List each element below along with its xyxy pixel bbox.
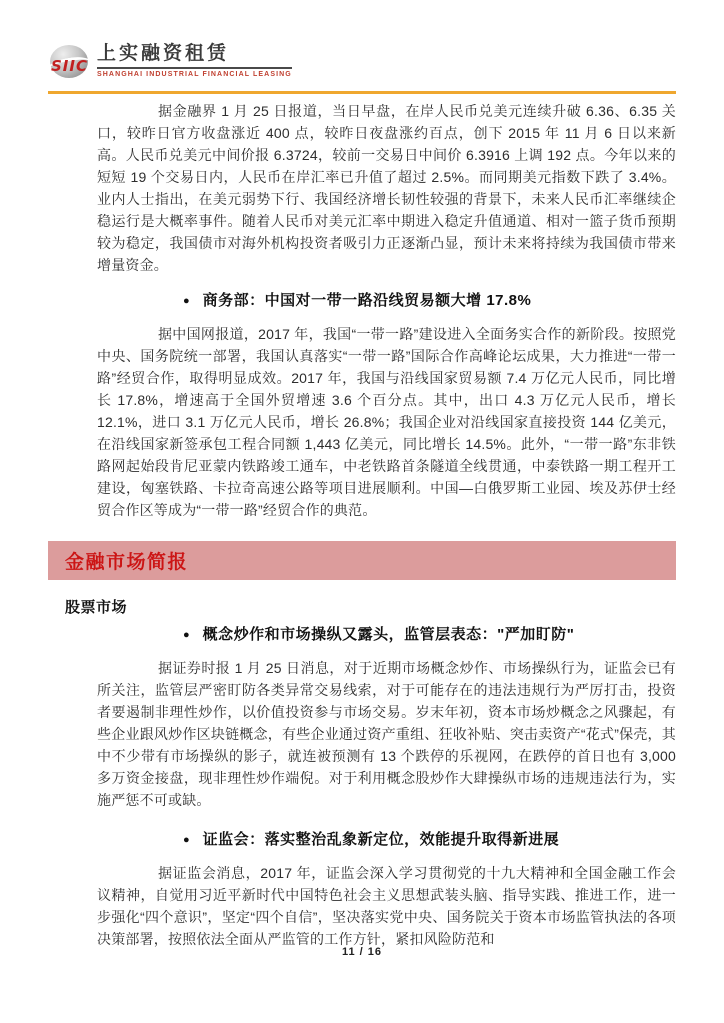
bullet-heading-csrc: 证监会：落实整治乱象新定位，效能提升取得新进展	[202, 831, 560, 848]
logo-text-block	[97, 38, 292, 78]
logo-siic-text: SIIC	[51, 57, 88, 75]
globe-icon	[50, 45, 88, 78]
banner-title: 金融市场简报	[65, 552, 189, 573]
bullet-heading-mofcom: 商务部：中国对一带一路沿线贸易额大增 17.8%	[202, 292, 532, 309]
page-number: 11 / 16	[341, 946, 383, 958]
header-divider-rule	[48, 91, 676, 94]
bullet-icon: ●	[183, 629, 190, 641]
paragraph-csrc: 据证监会消息，2017 年，证监会深入学习贯彻党的十九大精神和全国金融工作会议精神，自觉用习近平新时代中国特色社会主义思想武装头脑、指导实践、推进工作，进一步强化“四个意识”，坚定“四个自信”，坚决落实党中央、国务院关于资本市场监管执法的各项决策部署，按照依法全面从严监管的工作方针，紧扣风险防范和	[97, 865, 676, 947]
bullet-icon: ●	[183, 295, 190, 307]
report-body	[48, 100, 676, 950]
paragraph-speculation: 据证券时报 1 月 25 日消息，对于近期市场概念炒作、市场操纵行为，证监会已有所关注，监管层严密盯防各类异常交易线索，对于可能存在的违法违规行为严厉打击，投资者要遏制非理性炒作，以价值投资参与市场交易。岁末年初，资本市场炒概念之风骤起，有些企业跟风炒作区块链概念，有些企业通过资产重组、狂收补贴、突击卖资产“花式”保壳，其中不少带有市场操纵的影子，就连被预测有 13 个跌停的乐视网，在跌停的首日也有 3,000 多万资金接盘，现非理性炒作端倪。对于利用概念股炒作大肆操纵市场的违规违法行为，实施严惩不可或缺。	[97, 660, 676, 808]
page-footer	[0, 946, 724, 958]
logo-company-name: 上实融资租赁	[97, 38, 292, 69]
bullet-heading-speculation: 概念炒作和市场操纵又露头，监管层表态："严加盯防"	[202, 626, 575, 643]
paragraph-belt-road: 据中国网报道，2017 年，我国“一带一路”建设进入全面务实合作的新阶段。按照党中央、国务院统一部署，我国认真落实“一带一路”国际合作高峰论坛成果，大力推进“一带一路”经贸合作，取得明显成效。2017 年，我国与沿线国家贸易额 7.4 万亿元人民币，同比增长 17.8%，增速高于全国外贸增速 3.6 个百分点。其中，出口 4.3 万亿元人民币，增长 12.1%，进口 3.1 万亿元人民币，增长 26.8%；我国企业对沿线国家直接投资 144 亿美元，在沿线国家新签承包工程合同额 1,443 亿美元，同比增长 14.5%。此外，“一带一路”东非铁路网起始段肯尼亚蒙内铁路竣工通车，中老铁路首条隧道全线贯通，中泰铁路一期工程开工建设，匈塞铁路、卡拉奇高速公路等项目进展顺利。中国—白俄罗斯工业园、埃及苏伊士经贸合作区等成为“一带一路”经贸合作的典范。	[97, 326, 676, 518]
bullet-icon: ●	[183, 834, 190, 846]
bullet-item-csrc	[183, 828, 676, 849]
bullet-item-mofcom	[183, 289, 676, 310]
bullet-item-speculation	[183, 623, 676, 644]
paragraph-forex-news: 据金融界 1 月 25 日报道，当日早盘，在岸人民币兑美元连续升破 6.36、6.35 关口，较昨日官方收盘涨近 400 点，较昨日夜盘涨约百点，创下 2015 年 11 月 6 日以来新高。人民币兑美元中间价报 6.3724，较前一交易日中间价 6.3916 上调 192 点。今年以来的短短 19 个交易日内，人民币在岸汇率已升值了超过 2.5%。而同期美元指数下跌了 3.4%。业内人士指出，在美元弱势下行、我国经济增长韧性较强的背景下，未来人民币汇率继续企稳运行是大概率事件。随着人民币对美元汇率中期进入稳定升值通道、相对一篮子货币预期较为稳定，我国债市对海外机构投资者吸引力正逐渐凸显，预计未来将持续为我国债市带来增量资金。	[97, 103, 676, 273]
company-logo	[50, 38, 292, 78]
section-banner-financial-markets	[48, 541, 676, 580]
logo-company-subtitle: SHANGHAI INDUSTRIAL FINANCIAL LEASING	[97, 71, 292, 78]
section-heading-stock-market: 股票市场	[65, 599, 128, 616]
